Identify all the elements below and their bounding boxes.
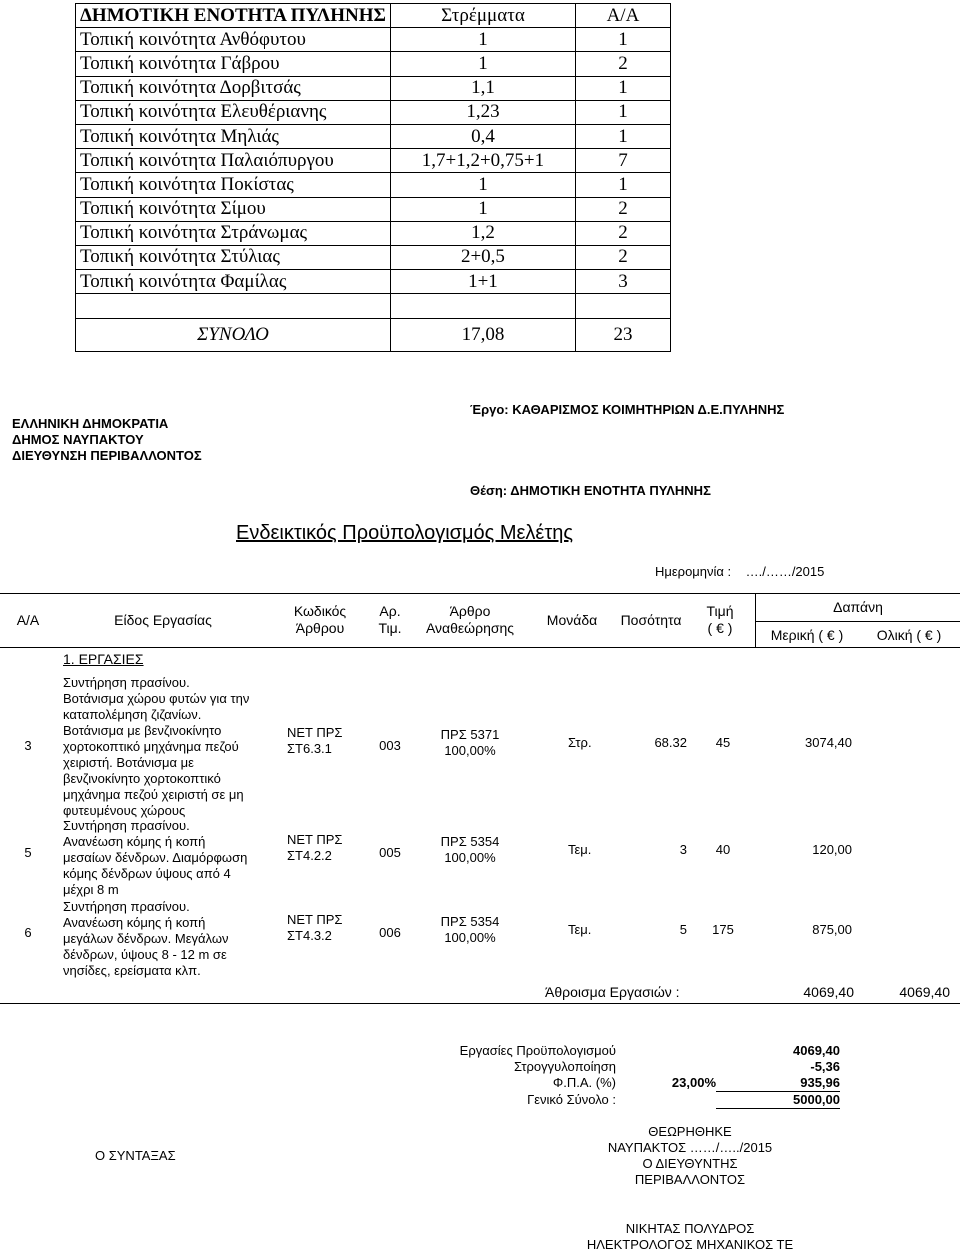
cell-acres: 2+0,5 <box>390 245 575 269</box>
issuer-department: ΔΙΕΥΘΥΝΣΗ ΠΕΡΙΒΑΛΛΟΝΤΟΣ <box>12 448 202 463</box>
cell-acres: 1,2 <box>390 221 575 245</box>
signatory-title: ΗΛΕΚΤΡΟΛΟΓΟΣ ΜΗΧΑΝΙΚΟΣ ΤΕ <box>586 1237 794 1252</box>
cell-name: Τοπική κοινότητα Στύλιας <box>76 245 391 269</box>
community-row <box>76 52 671 76</box>
works-sum-partial: 4069,40 <box>803 984 854 1000</box>
column-price: Τιμή ( € ) <box>706 603 734 636</box>
budget-table-header-bottom <box>0 647 960 648</box>
column-aa: Α/Α <box>16 612 40 628</box>
item-unit: Τεμ. <box>568 922 592 937</box>
signatory-name: ΝΙΚΗΤΑΣ ΠΟΛΥΔΡΟΣ <box>625 1221 755 1236</box>
composer-label: Ο ΣΥΝΤΑΞΑΣ <box>95 1148 176 1163</box>
cell-aa: 7 <box>575 149 670 173</box>
community-row <box>76 124 671 148</box>
cell-acres: 0,4 <box>390 124 575 148</box>
cell-name: Τοπική κοινότητα Μηλιάς <box>76 124 391 148</box>
cell-acres: 1 <box>390 197 575 221</box>
cost-subheader-line <box>755 621 960 622</box>
works-sum-label: Άθροισμα Εργασιών : <box>545 984 680 1000</box>
summary-grand-label: Γενικό Σύνολο : <box>527 1092 616 1107</box>
summary-budget-value: 4069,40 <box>793 1043 840 1058</box>
column-partial: Μερική ( € ) <box>770 627 844 643</box>
cell-aa: 2 <box>575 197 670 221</box>
project-title: Έργο: ΚΑΘΑΡΙΣΜΟΣ ΚΟΙΜΗΤΗΡΙΩΝ Δ.Ε.ΠΥΛΗΝΗΣ <box>470 402 785 417</box>
item-code: ΝΕΤ ΠΡΣ ΣΤ4.2.2 <box>287 832 343 863</box>
cell-acres: 1 <box>390 28 575 52</box>
column-qty: Ποσότητα <box>620 612 682 628</box>
item-qty: 5 <box>679 922 687 937</box>
item-article: ΠΡΣ 5371 100,00% <box>440 727 500 758</box>
item-aa: 6 <box>24 925 32 940</box>
column-kind: Είδος Εργασίας <box>114 612 212 628</box>
cell-aa: Α/Α <box>575 4 670 28</box>
cell-name <box>76 294 391 319</box>
cell-aa: 2 <box>575 245 670 269</box>
cell-name: Τοπική κοινότητα Γάβρου <box>76 52 391 76</box>
cell-name: Τοπική κοινότητα Δορβιτσάς <box>76 76 391 100</box>
empty-row <box>76 294 671 319</box>
column-code: Κωδικός Άρθρου <box>293 603 347 636</box>
cell-name: Τοπική κοινότητα Φαμίλας <box>76 270 391 294</box>
community-row <box>76 76 671 100</box>
item-description: Συντήρηση πρασίνου. Ανανέωση κόμης ή κοπή μεσαίων δένδρων. Διαμόρφωση κόμης δένδρων ύψους από 4 μέχρι 8 m <box>63 818 248 897</box>
cell-name: ΣΥΝΟΛΟ <box>76 319 391 352</box>
cell-name: Τοπική κοινότητα Παλαιόπυργου <box>76 149 391 173</box>
budget-table-bottom <box>0 1003 960 1004</box>
budget-table-top-border <box>0 593 960 594</box>
item-price: 175 <box>712 922 734 937</box>
cell-aa: 23 <box>575 319 670 352</box>
cell-acres: 1 <box>390 173 575 197</box>
issuer-country: ΕΛΛΗΝΙΚΗ ΔΗΜΟΚΡΑΤΙΑ <box>12 416 169 431</box>
community-row <box>76 28 671 52</box>
cell-aa: 2 <box>575 221 670 245</box>
summary-row-round <box>420 1059 840 1075</box>
item-price: 45 <box>715 735 731 750</box>
cell-name: Τοπική κοινότητα Ανθόφυτου <box>76 28 391 52</box>
community-row <box>76 245 671 269</box>
summary-row-grand <box>420 1092 840 1109</box>
cell-name: Τοπική κοινότητα Στράνωμας <box>76 221 391 245</box>
communities-header-row <box>76 4 671 28</box>
item-aa: 3 <box>24 738 32 753</box>
item-ar: 006 <box>379 925 401 940</box>
column-article: Άρθρο Αναθεώρησης <box>425 603 515 636</box>
cell-name: Τοπική κοινότητα Ποκίστας <box>76 173 391 197</box>
signatory-block <box>560 1221 820 1253</box>
issuer-block <box>12 416 202 464</box>
item-description: Συντήρηση πρασίνου. Ανανέωση κόμης ή κοπή μεγάλων δένδρων. Μεγάλων δένδρων, ύψους 8 - 12 m σε νησίδες, ερείσματα κλπ. <box>63 899 229 978</box>
section-title: 1. ΕΡΓΑΣΙΕΣ <box>63 651 144 667</box>
project-position: Θέση: ΔΗΜΟΤΙΚΗ ΕΝΟΤΗΤΑ ΠΥΛΗΝΗΣ <box>470 483 711 498</box>
cell-acres: 17,08 <box>390 319 575 352</box>
summary-row-budget <box>420 1043 840 1059</box>
community-row <box>76 197 671 221</box>
column-unit: Μονάδα <box>546 612 598 628</box>
summary-vat-value: 935,96 <box>716 1075 840 1092</box>
cell-name: Τοπική κοινότητα Σίμου <box>76 197 391 221</box>
cell-acres: 1,7+1,2+0,75+1 <box>390 149 575 173</box>
community-row <box>76 149 671 173</box>
summary-round-label: Στρογγυλοποίηση <box>513 1059 616 1074</box>
issuer-municipality: ΔΗΜΟΣ ΝΑΥΠΑΚΤΟΥ <box>12 432 144 447</box>
item-partial: 120,00 <box>812 842 852 857</box>
item-ar: 003 <box>379 738 401 753</box>
summary-vat-label: Φ.Π.Α. (%) <box>552 1075 616 1091</box>
cell-aa: 1 <box>575 124 670 148</box>
cell-acres: 1 <box>390 52 575 76</box>
item-price: 40 <box>715 842 731 857</box>
item-unit: Στρ. <box>568 735 592 750</box>
cell-aa: 2 <box>575 52 670 76</box>
item-code: ΝΕΤ ΠΡΣ ΣΤ4.3.2 <box>287 912 343 943</box>
cell-acres: 1+1 <box>390 270 575 294</box>
column-cost: Δαπάνη <box>833 599 883 615</box>
item-ar: 005 <box>379 845 401 860</box>
summary-row-vat <box>420 1075 840 1092</box>
community-row <box>76 100 671 124</box>
cell-acres: 1,23 <box>390 100 575 124</box>
cell-acres: Στρέμματα <box>390 4 575 28</box>
works-sum-total: 4069,40 <box>899 984 950 1000</box>
item-article: ΠΡΣ 5354 100,00% <box>440 914 500 945</box>
item-code: ΝΕΤ ΠΡΣ ΣΤ6.3.1 <box>287 725 343 756</box>
community-row <box>76 270 671 294</box>
cell-aa: 1 <box>575 28 670 52</box>
item-unit: Τεμ. <box>568 842 592 857</box>
item-description: Συντήρηση πρασίνου. Βοτάνισμα χώρου φυτών για την καταπολέμηση ζιζανίων. Βοτάνισμα με βενζινοκίνητο χορτοκοπτικό μηχάνημα πεζού χειριστή. Βοτάνισμα με βενζινοκίνητο χορτοκοπτικό μηχάνημα πεζού χειριστή σε μη φυτευμένους χώρους <box>63 675 250 818</box>
column-ar: Αρ. Τιμ. <box>378 603 402 636</box>
document-date: Ημερομηνία : …./……/2015 <box>655 564 825 579</box>
item-partial: 875,00 <box>812 922 852 937</box>
cell-acres: 1,1 <box>390 76 575 100</box>
summary-block <box>420 1043 840 1109</box>
cell-aa: 1 <box>575 76 670 100</box>
cell-aa <box>575 294 670 319</box>
item-partial: 3074,40 <box>805 735 852 750</box>
summary-vat-rate: 23,00% <box>671 1075 716 1091</box>
cell-aa: 1 <box>575 173 670 197</box>
approval-block: ΘΕΩΡΗΘΗΚΕ ΝΑΥΠΑΚΤΟΣ ……/…../2015 Ο ΔΙΕΥΘΥΝΤΗΣ ΠΕΡΙΒΑΛΛΟΝΤΟΣ <box>607 1124 773 1187</box>
communities-table <box>75 3 671 352</box>
item-qty: 68.32 <box>654 735 687 750</box>
cost-column-divider <box>755 593 756 647</box>
cell-name: Τοπική κοινότητα Ελευθέριανης <box>76 100 391 124</box>
document-title: Ενδεικτικός Προϋπολογισμός Μελέτης <box>236 522 573 544</box>
summary-grand-value: 5000,00 <box>716 1092 840 1109</box>
community-row <box>76 221 671 245</box>
community-row <box>76 173 671 197</box>
communities-total-row <box>76 319 671 352</box>
summary-budget-label: Εργασίες Προϋπολογισμού <box>459 1043 616 1058</box>
item-qty: 3 <box>679 842 687 857</box>
cell-aa: 3 <box>575 270 670 294</box>
cell-aa: 1 <box>575 100 670 124</box>
item-aa: 5 <box>24 845 32 860</box>
cell-acres <box>390 294 575 319</box>
item-article: ΠΡΣ 5354 100,00% <box>440 834 500 865</box>
summary-round-value: -5,36 <box>810 1059 840 1074</box>
column-total: Ολική ( € ) <box>876 627 942 643</box>
cell-name: ΔΗΜΟΤΙΚΗ ΕΝΟΤΗΤΑ ΠΥΛΗΝΗΣ <box>76 4 391 28</box>
